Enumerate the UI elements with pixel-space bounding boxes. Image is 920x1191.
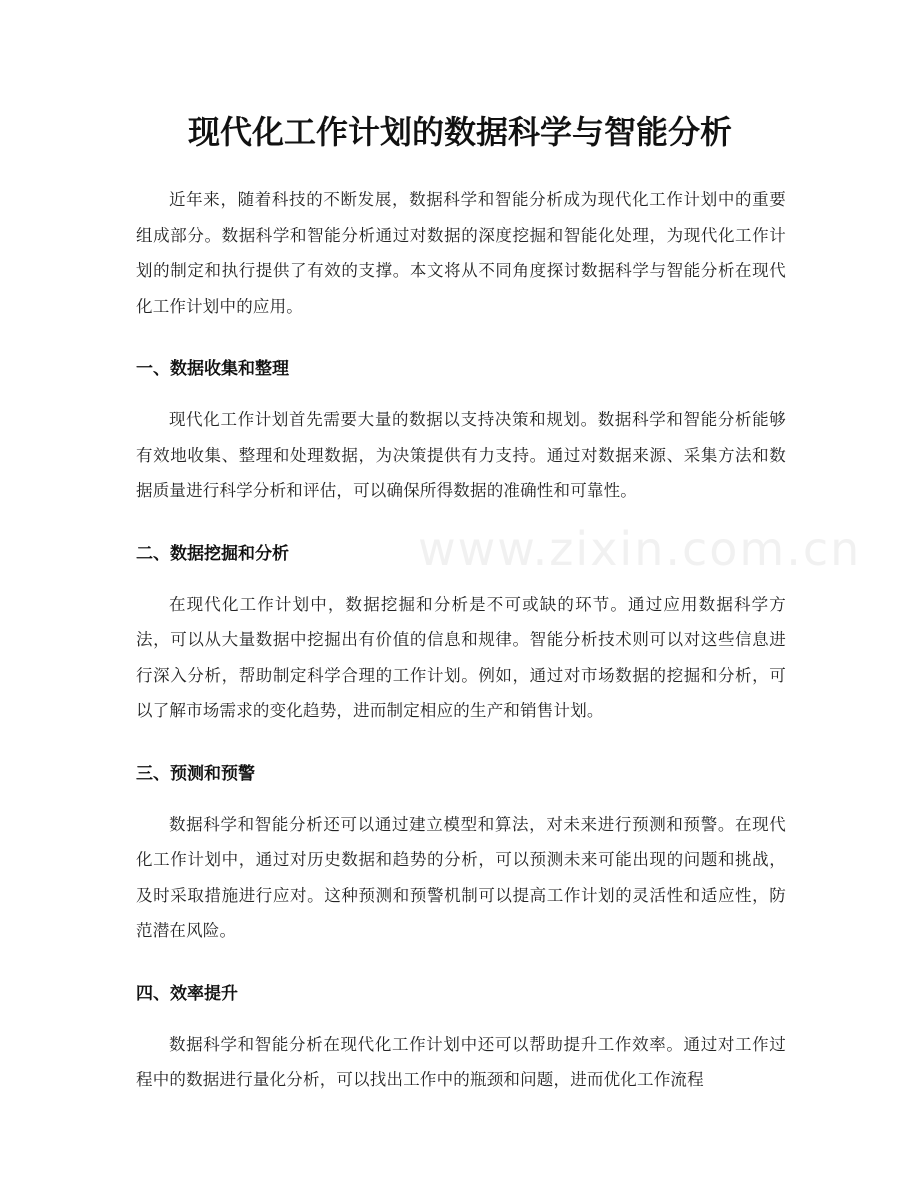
section-body-2: 在现代化工作计划中，数据挖掘和分析是不可或缺的环节。通过应用数据科学方法，可以从大量数据中挖掘出有价值的信息和规律。智能分析技术则可以对这些信息进行深入分析，帮助制定科学合理的工作计划。例如，通过对市场数据的挖掘和分析，可以了解市场需求的变化趋势，进而制定相应的生产和销售计划。 bbox=[136, 594, 786, 720]
section-heading-3: 三、预测和预警 bbox=[136, 763, 255, 784]
section-heading-2: 二、数据挖掘和分析 bbox=[136, 543, 289, 564]
section-body-3: 数据科学和智能分析还可以通过建立模型和算法，对未来进行预测和预警。在现代化工作计划中，通过对历史数据和趋势的分析，可以预测未来可能出现的问题和挑战，及时采取措施进行应对。这种预测和预警机制可以提高工作计划的灵活性和适应性，防范潜在风险。 bbox=[136, 814, 786, 940]
document-body bbox=[136, 182, 786, 1128]
watermark: www.zixin.com.cn bbox=[418, 522, 862, 576]
section-body-4: 数据科学和智能分析在现代化工作计划中还可以帮助提升工作效率。通过对工作过程中的数据进行量化分析，可以找出工作中的瓶颈和问题，进而优化工作流程 bbox=[136, 1034, 786, 1089]
section-heading-4: 四、效率提升 bbox=[136, 983, 238, 1004]
intro-paragraph: 近年来，随着科技的不断发展，数据科学和智能分析成为现代化工作计划中的重要组成部分。数据科学和智能分析通过对数据的深度挖掘和智能化处理，为现代化工作计划的制定和执行提供了有效的支撑。本文将从不同角度探讨数据科学与智能分析在现代化工作计划中的应用。 bbox=[136, 190, 786, 316]
section-body-1: 现代化工作计划首先需要大量的数据以支持决策和规划。数据科学和智能分析能够有效地收集、整理和处理数据，为决策提供有力支持。通过对数据来源、采集方法和数据质量进行科学分析和评估，可以确保所得数据的准确性和可靠性。 bbox=[136, 410, 786, 500]
section-heading-1: 一、数据收集和整理 bbox=[136, 359, 289, 379]
document-title: 现代化工作计划的数据科学与智能分析 bbox=[187, 113, 732, 151]
